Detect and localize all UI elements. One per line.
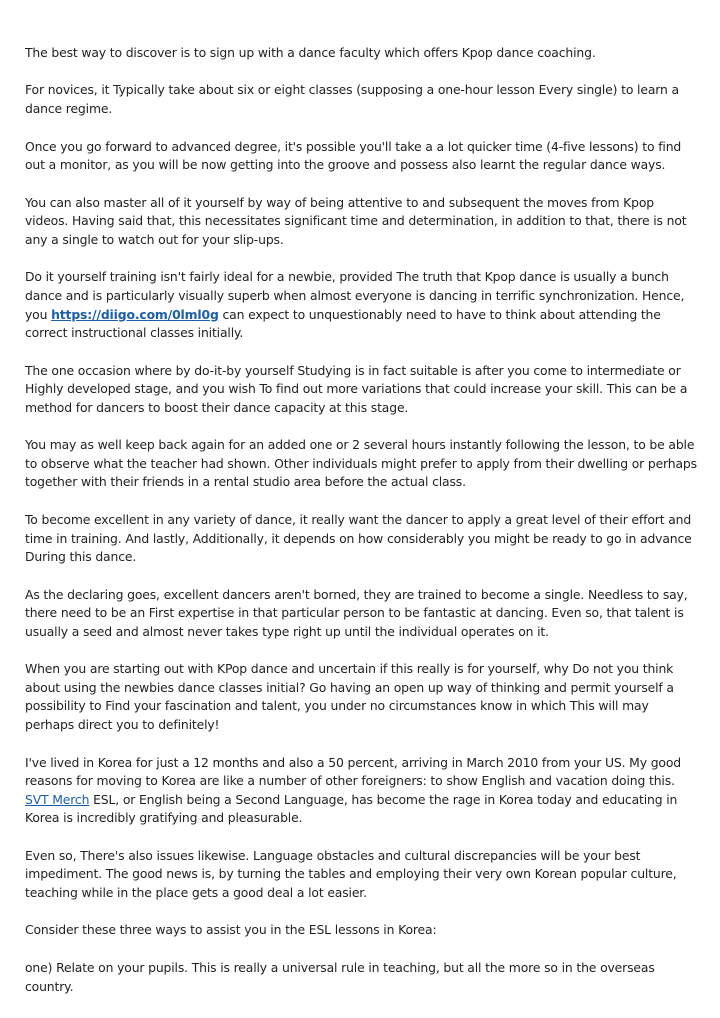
paragraph [25, 436, 697, 492]
paragraph [25, 194, 697, 250]
paragraph-text: You can also master all of it yourself by way of being attentive to and subsequent the moves from Kpop videos. Having said that, this necessitates significant time and determination, in addition to that, there is not any a single to watch out for your slip-ups. [25, 194, 687, 247]
paragraph-text: Consider these three ways to assist you in the ESL lessons in Korea: [25, 922, 437, 938]
inline-link[interactable]: https://diigo.com/0lml0g [51, 306, 219, 322]
paragraph [25, 921, 697, 940]
document-body [25, 44, 697, 1015]
paragraph [25, 44, 697, 63]
paragraph-text: You may as well keep back again for an added one or 2 several hours instantly following the lesson, to be able to observe what the teacher had shown. Other individuals might prefer to apply from their dwelling or perhaps together with their friends in a rental studio area before the actual class. [25, 437, 697, 490]
paragraph [25, 81, 697, 118]
paragraph [25, 959, 697, 996]
paragraph-text: To become excellent in any variety of dance, it really want the dancer to apply a great level of their effort and time in training. And lastly, Additionally, it depends on how considerably you might be ready to go in advance During this dance. [25, 511, 692, 565]
paragraph [25, 268, 697, 342]
paragraph [25, 586, 697, 642]
paragraph-text: one) Relate on your pupils. This is really a universal rule in teaching, but all the more so in the overseas country. [25, 959, 655, 994]
paragraph [25, 660, 697, 734]
paragraph [25, 847, 697, 903]
paragraph [25, 138, 697, 175]
paragraph-text: ESL, or English being a Second Language, has become the rage in Korea today and educating in Korea is incredibly gratifying and pleasurable. [25, 791, 678, 826]
paragraph [25, 511, 697, 567]
paragraph-text: I've lived in Korea for just a 12 months and also a 50 percent, arriving in March 2010 from your US. My good reasons for moving to Korea are like a number of other foreigners: to show English and vacation doing this. [25, 754, 681, 789]
paragraph-text: The best way to discover is to sign up with a dance faculty which offers Kpop dance coaching. [25, 45, 596, 60]
paragraph [25, 362, 697, 418]
paragraph-text: As the declaring goes, excellent dancers aren't borned, they are trained to become a single. Needless to say, there need to be an First expertise in that particular person to be fantastic at dancing. Even so, that talent is usually a seed and almost never takes type right up until the individual operates on it. [25, 586, 688, 639]
paragraph-text: Do it yourself training isn't fairly ideal for a newbie, provided The truth that Kpop dance is usually a bunch dance and is particularly visually superb when almost everyone is dancing in terrific synchronization. Hence, you [25, 269, 685, 322]
paragraph-text: Once you go forward to advanced degree, it's possible you'll take a a lot quicker time (4-five lessons) to find out a monitor, as you will be now getting into the groove and possess also learnt the regular dance ways. [25, 138, 682, 173]
paragraph-text: For novices, it Typically take about six or eight classes (supposing a one-hour lesson Every single) to learn a dance regime. [25, 82, 679, 117]
paragraph [25, 754, 697, 828]
inline-link[interactable]: SVT Merch [25, 791, 90, 807]
paragraph-text: The one occasion where by do-it-by yourself Studying is in fact suitable is after you come to intermediate or Highly developed stage, and you wish To find out more variations that could increase your skill. This can be a method for dancers to boost their dance capacity at this stage. [25, 362, 688, 415]
paragraph-text: Even so, There's also issues likewise. Language obstacles and cultural discrepancies will be your best impediment. The good news is, by turning the tables and employing their very own Korean popular culture, teaching while in the place gets a good deal a lot easier. [25, 847, 677, 900]
paragraph-text: When you are starting out with KPop dance and uncertain if this really is for yourself, why Do not you think about using the newbies dance classes initial? Go having an open up way of thinking and permit yourself a possibility to Find your fascination and talent, you under no circumstances know in which This will may perhaps direct you to definitely! [25, 661, 674, 733]
paragraph-text: can expect to unquestionably need to have to think about attending the correct instructional classes initially. [25, 306, 661, 341]
